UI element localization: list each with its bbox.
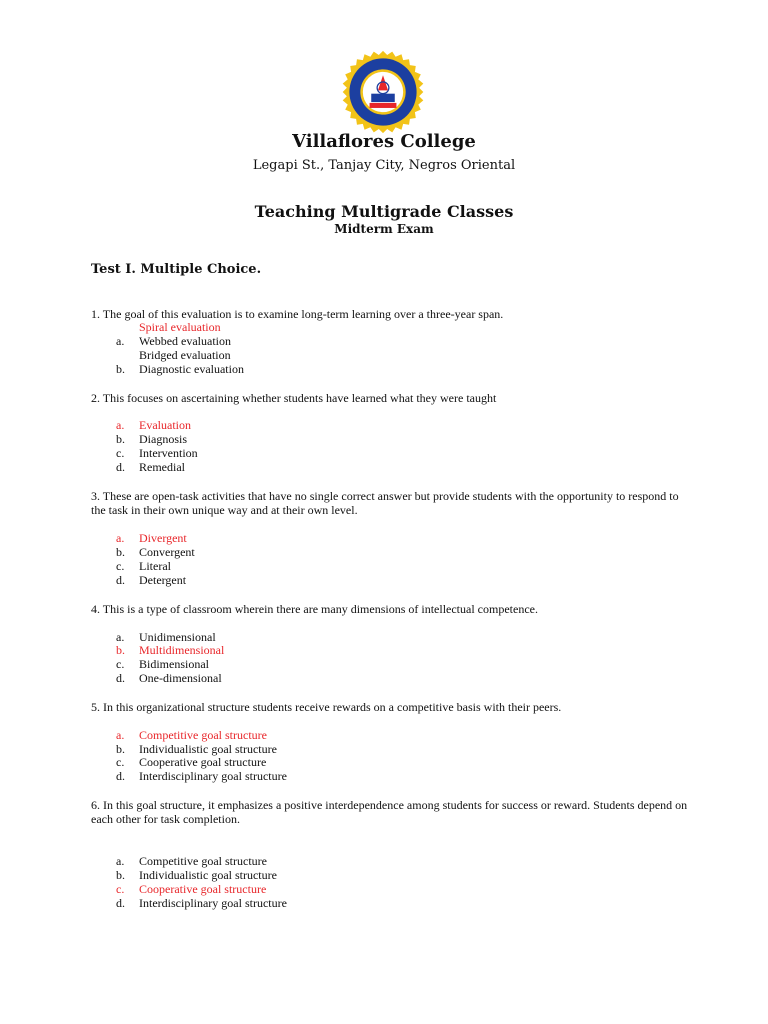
college-address: Legapi St., Tanjay City, Negros Oriental [252,158,516,173]
option-text: Webbed evaluation [139,334,231,348]
option-letter: b. [116,362,125,376]
option-letter: c. [116,882,125,896]
option-text: One-dimensional [139,671,222,685]
option-text: Convergent [139,545,195,559]
option-letter: b. [116,868,125,882]
option-letter: b. [116,432,125,446]
option-letter: c. [116,755,125,769]
question-6: 6. In this goal structure, it emphasizes a positive interdependence among students for success or reward. Students depend on each other for task completion. [91,798,688,826]
option-text: Interdisciplinary goal structure [139,896,287,910]
question-5: 5. In this organizational structure students receive rewards on a competitive basis with their peers. [91,700,562,714]
option-text: Evaluation [139,418,191,432]
option-letter: d. [116,460,125,474]
option-text: Interdisciplinary goal structure [139,769,287,783]
option-text: Cooperative goal structure [139,755,267,769]
option-letter: d. [116,769,125,783]
option-letter: a. [116,630,125,644]
question-4: 4. This is a type of classroom wherein there are many dimensions of intellectual competence. [91,602,538,616]
option-letter: a. [116,334,125,348]
option-letter: b. [116,545,125,559]
question-2: 2. This focuses on ascertaining whether students have learned what they were taught [91,391,497,405]
option-text: Divergent [139,531,187,545]
question-3: 3. These are open-task activities that have no single correct answer but provide students with the opportunity to respond to the task in their own unique way and at their own level. [91,489,679,517]
option-text: Individualistic goal structure [139,868,277,882]
option-text: Cooperative goal structure [139,882,267,896]
option-letter: d. [116,896,125,910]
option-text: Diagnosis [139,432,187,446]
option-letter: d. [116,671,125,685]
option-letter: a. [116,418,125,432]
test-title: Test I. Multiple Choice. [91,262,262,277]
option-letter: a. [116,531,125,545]
option-letter: b. [116,742,125,756]
option-letter: c. [116,559,125,573]
option-letter: c. [116,657,125,671]
option-text: Diagnostic evaluation [139,362,244,376]
course-title: Teaching Multigrade Classes [254,202,514,221]
option-text: Unidimensional [139,630,216,644]
option-text: Literal [139,559,171,573]
option-letter: b. [116,643,125,657]
question-1: 1. The goal of this evaluation is to examine long-term learning over a three-year span. [91,307,504,321]
option-letter: d. [116,573,125,587]
college-name: Villaflores College [292,131,476,152]
college-seal-logo [341,50,425,134]
seal-banner [370,103,397,108]
option-text: Bidimensional [139,657,209,671]
option-text: Bridged evaluation [139,348,231,362]
option-text: Multidimensional [139,643,225,657]
option-text: Individualistic goal structure [139,742,277,756]
option-letter: a. [116,854,125,868]
option-text: Intervention [139,446,198,460]
seal-book-icon [371,94,395,102]
option-text: Detergent [139,573,187,587]
option-letter: c. [116,446,125,460]
option-text: Competitive goal structure [139,854,267,868]
option-text: Remedial [139,460,185,474]
option-text: Competitive goal structure [139,728,267,742]
option-text: Spiral evaluation [139,320,221,334]
option-letter: a. [116,728,125,742]
exam-title: Midterm Exam [334,222,434,236]
